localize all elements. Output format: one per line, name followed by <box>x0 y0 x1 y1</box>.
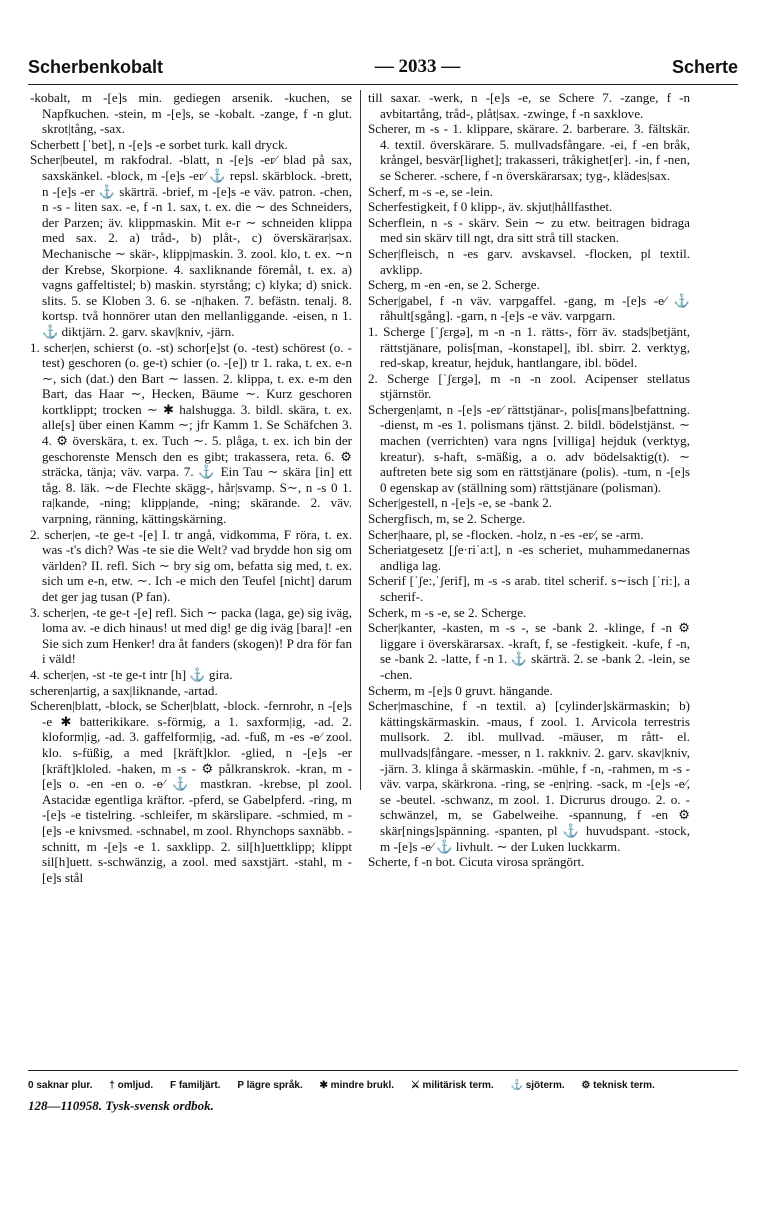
footer-rule <box>28 1070 738 1071</box>
legend-item: ⚓ sjöterm. <box>510 1080 565 1091</box>
legend-item: P lägre språk. <box>237 1080 303 1091</box>
entry: Scher|beutel, m rakfodral. -blatt, n -[e]s -er⁄ blad på sax, saxskänkel. -block, m -[e]s -er⁄ ⚓ repsl. skärblock. -brett, n -[e]s -er ⚓ skärträ. -brief, m -[e]s -e väv. patron. -chen, n -s - liten sax. -e, f -n 1. sax, t. ex. die ∼ des Schneiders, der Parzen; äv. klippmaskin. Mit e-r ∼ schneiden klippa med sax. 2. a) tråd-, b) plåt-, c) överskärar|sax. Mechanische ∼ skär-, klipp|maskin. 3. zool. klo, t. ex. ∼n der Krebse, Skorpione. 4. saxliknande föremål, t. ex. a) vagns gaffeltistel; b) maskin. styrstång; c) klyka; d) snick. slits. 5. se Kloben 3. 6. se -n|haken. 7. befästn. tenalj. 8. kortsp. två honnörer utan den mellanliggande. -eisen, n 1. ⚓ diktjärn. 2. garv. skav|kniv, -järn. <box>30 152 352 339</box>
entry: Scher|kanter, -kasten, m -s -, se -bank 2. -klinge, f -n ⚙ liggare i överskärarsax. -kraft, f, se -festigkeit. -kufe, f -n, se -bank 2. -latte, f -n 1. ⚓ skärträ. 2. se -bank 2. -lein, se -chen. <box>368 620 690 682</box>
entry: Schergfisch, m, se 2. Scherge. <box>368 511 526 527</box>
entry: till saxar. -werk, n -[e]s -e, se Schere 7. -zange, f -n avbitartång, tråd-, plåt|sax. -zwinge, f -n saxklove. <box>368 90 690 121</box>
entry: Scherte, f -n bot. Cicuta virosa sprängört. <box>368 854 585 870</box>
legend-item: 0 saknar plur. <box>28 1080 93 1091</box>
entry: Scherbett [ˈbet], n -[e]s -e sorbet turk. kall dryck. <box>30 136 288 152</box>
entry: Scher|haare, pl, se -flocken. -holz, n -es -er⁄, se -arm. <box>368 526 644 542</box>
legend-item: † omljud. <box>109 1080 154 1091</box>
entry: Scheriatgesetz [ʃe·riˈa:t], n -es scheriet, muhammedanernas andliga lag. <box>368 542 690 573</box>
entry: Scher|maschine, f -n textil. a) [cylinder]skärmaskin; b) kättingskärmaskin. -maus, f zool. 1. Arvicola terrestris mullsork. 2. ibl. mullvad. -mäuser, m rått- el. mullvads|fångare. -messer, n 1. rakkniv. 2. garv. skav|kniv, -järn. 3. klinga å skärmaskin. -mühle, f -n, -rahmen, m -s - väv. varpa, skärkrona. -ring, se -en|ring. -sack, m -[e]s -e⁄, se -beutel. -schwanz, m zool. 1. Dicrurus drougo. 2. o. -schwänzel, m, se Gabelweihe. -spannung, f -en ⚙ skär[nings]spänning. -spanten, pl ⚓ huvudspant. -stock, m -[e]s -e⁄ ⚓ livhult. ∼ der Luken luckkarm. <box>368 698 690 854</box>
entry: Scherg, m -en -en, se 2. Scherge. <box>368 277 540 293</box>
legend-item: ⚙ teknisk term. <box>581 1080 655 1091</box>
left-column <box>30 90 352 885</box>
entry: Scherer, m -s - 1. klippare, skärare. 2. barberare. 3. fältskär. 4. textil. överskärare. 5. mullvadsfångare. -ei, f -en bråk, krångel, besvär[lighet]; trakasseri, tråkighet[er]. -in, f -nen, se Scherer. -schere, f -n överskärarsax; tyg-, klädes|sax. <box>368 121 690 183</box>
entry: Scherk, m -s -e, se 2. Scherge. <box>368 604 527 620</box>
entry: -kobalt, m -[e]s min. gediegen arsenik. -kuchen, se Napfkuchen. -stein, m -[e]s, se -kobalt. -zange, f -n glut. skrot|tång, -sax. <box>30 90 352 137</box>
entry: Scherfestigkeit, f 0 klipp-, äv. skjut|hållfasthet. <box>368 199 613 215</box>
printer-imprint: 128—110958. Tysk-svensk ordbok. <box>28 1098 214 1113</box>
entry: Scher|gestell, n -[e]s -e, se -bank 2. <box>368 495 553 511</box>
entry: 1. Scherge [ˈʃɛrgə], m -n -n 1. rätts-, förr äv. stads|betjänt, rättstjänare, polis[man, -konstapel], ibl. sbirr. 2. verktyg, red-skap, kreatur, hejduk, hantlangare, ibl. bödel. <box>368 323 690 371</box>
entry: Scherm, m -[e]s 0 gruvt. hängande. <box>368 682 553 698</box>
legend-item: F familjärt. <box>169 1080 221 1091</box>
header-right-guideword: Scherte <box>671 56 738 77</box>
entry: Scherflein, n -s - skärv. Sein ∼ zu etw. beitragen bidraga med sin skärv till ngt, dra sitt strå till stacken. <box>368 214 690 246</box>
right-column <box>368 90 690 870</box>
entry: Scherif [ˈʃe:,ˈʃerif], m -s -s arab. titel scherif. s∼isch [ˈri:], a scherif-. <box>368 573 690 604</box>
header-rule <box>28 84 738 85</box>
column-divider <box>360 90 361 790</box>
entry: Scher|fleisch, n -es garv. avskavsel. -flocken, pl textil. avklipp. <box>368 245 690 277</box>
legend-item: ⚔ militärisk term. <box>410 1080 494 1091</box>
legend-item: ✱ mindre brukl. <box>319 1080 395 1091</box>
entry: Scher|gabel, f -n väv. varpgaffel. -gang, m -[e]s -e⁄ ⚓ råhult[sgång]. -garn, n -[e]s -e väv. varpgarn. <box>368 292 690 324</box>
entry: 4. scher|en, -st -te ge-t intr [h] ⚓ gira. <box>30 666 233 682</box>
page-header <box>28 52 738 82</box>
entry: 1. scher|en, schierst (o. -st) schor[e]st (o. -test) schörest (o. -test) geschoren (o. ge-t) schier (o. -[e]) tr 1. raka, t. ex. e-n ∼, sich (dat.) den Bart ∼ lassen. 2. klippa, t. ex. e-m den Bart, das Haar ∼, Hecken, Bäume ∼. Kurz geschoren kortklippt; trocken ∼ ✱ halshugga. 3. bildl. skära, t. ex. alle[s] über einen Kamm ∼; jfr Kamm 1. Se Schäfchen 3. 4. ⚙ överskära, t. ex. Tuch ∼. 5. plåga, t. ex. ich bin der geschorenste Mensch den es gibt; trakassera, reta. 6. ⚙ sträcka, tänja; väv. varpa. 7. ⚓ Ein Tau ∼ skära [in] ett tåg. 8. läk. ∼de Flechte skägg-, hår|svamp. S∼, n -s 0 1. ra|kande, -ning; klipp|ande, -ning; skärande. 2. väv. varpning, ränning, kättingskärning. <box>30 339 352 527</box>
entry: 2. scher|en, -te ge-t -[e] I. tr angå, vidkomma, F röra, t. ex. was -t's dich? Was -te sie die Welt? vad brydde hon sig om världen? II. refl. Sich ∼ bry sig om, befatta sig med, t. ex. sich um e-n, etw. ∼. Ich -e mich den Teufel [nicht] darum det ger jag tusan (P fan). <box>30 526 352 604</box>
entry: Scheren|blatt, -block, se Scher|blatt, -block. -fernrohr, n -[e]s -e ✱ batterikikare. s-förmig, a 1. saxform|ig, -ad. 2. kloform|ig, -ad. 3. gaffelform|ig, -ad. -fuß, m -es -e⁄ zool. klo. s-füßig, a med [kräft]klor. -glied, n -[e]s -er [kräft]kloled. -haken, m -s - ⚙ pålkranskrok. -kran, m -[e]s o. -en -en o. -e⁄ ⚓ mastkran. -krebse, pl zool. Astacidæ egentliga kräftor. -pferd, se Gabelpferd. -ring, m -[e]s -e tistelring. -schleifer, m skärslipare. -schmied, m -[e]s -e knivsmed. -schnabel, m zool. Rhynchops saxnäbb. -schnitt, m -[e]s -e 1. saxklipp. 2. sil[h]uettklipp; klippt sil[h]uett. s-schwänzig, a zool. med saxstjärt. -stahl, m -[e]s stål <box>30 698 352 885</box>
abbreviation-legend <box>28 1080 738 1091</box>
entry: 3. scher|en, -te ge-t -[e] refl. Sich ∼ packa (laga, ge) sig iväg, loma av. -e dich hinaus! ut med dig! ge dig iväg [bara]! -en Sie sich zum Henker! dra åt fanders (skogen)! P dra för fan i väld! <box>30 604 352 667</box>
entry: Schergen|amt, n -[e]s -er⁄ rättstjänar-, polis[mans]befattning. -dienst, m -es 1. polismans tjänst. 2. bildl. bödelstjänst. ∼ machen (verrichten) vara ngns [villiga] hejduk (verktyg, kreatur). s-haft, s-mäßig, a o. adv bödelsaktig(t). ∼ auftreten bete sig som en rättstjänare (polis). -tum, n -[e]s 0 egenskap av (ställning som) rättstjänare (polisman). <box>368 401 690 495</box>
page-number: — 2033 — <box>374 56 461 77</box>
entry: scheren|artig, a sax|liknande, -artad. <box>30 682 218 698</box>
header-left-guideword: Scherbenkobalt <box>28 56 164 77</box>
entry: Scherf, m -s -e, se -lein. <box>368 183 494 199</box>
entry: 2. Scherge [ˈʃɛrgə], m -n -n zool. Acipenser stellatus stjärnstör. <box>368 370 690 402</box>
